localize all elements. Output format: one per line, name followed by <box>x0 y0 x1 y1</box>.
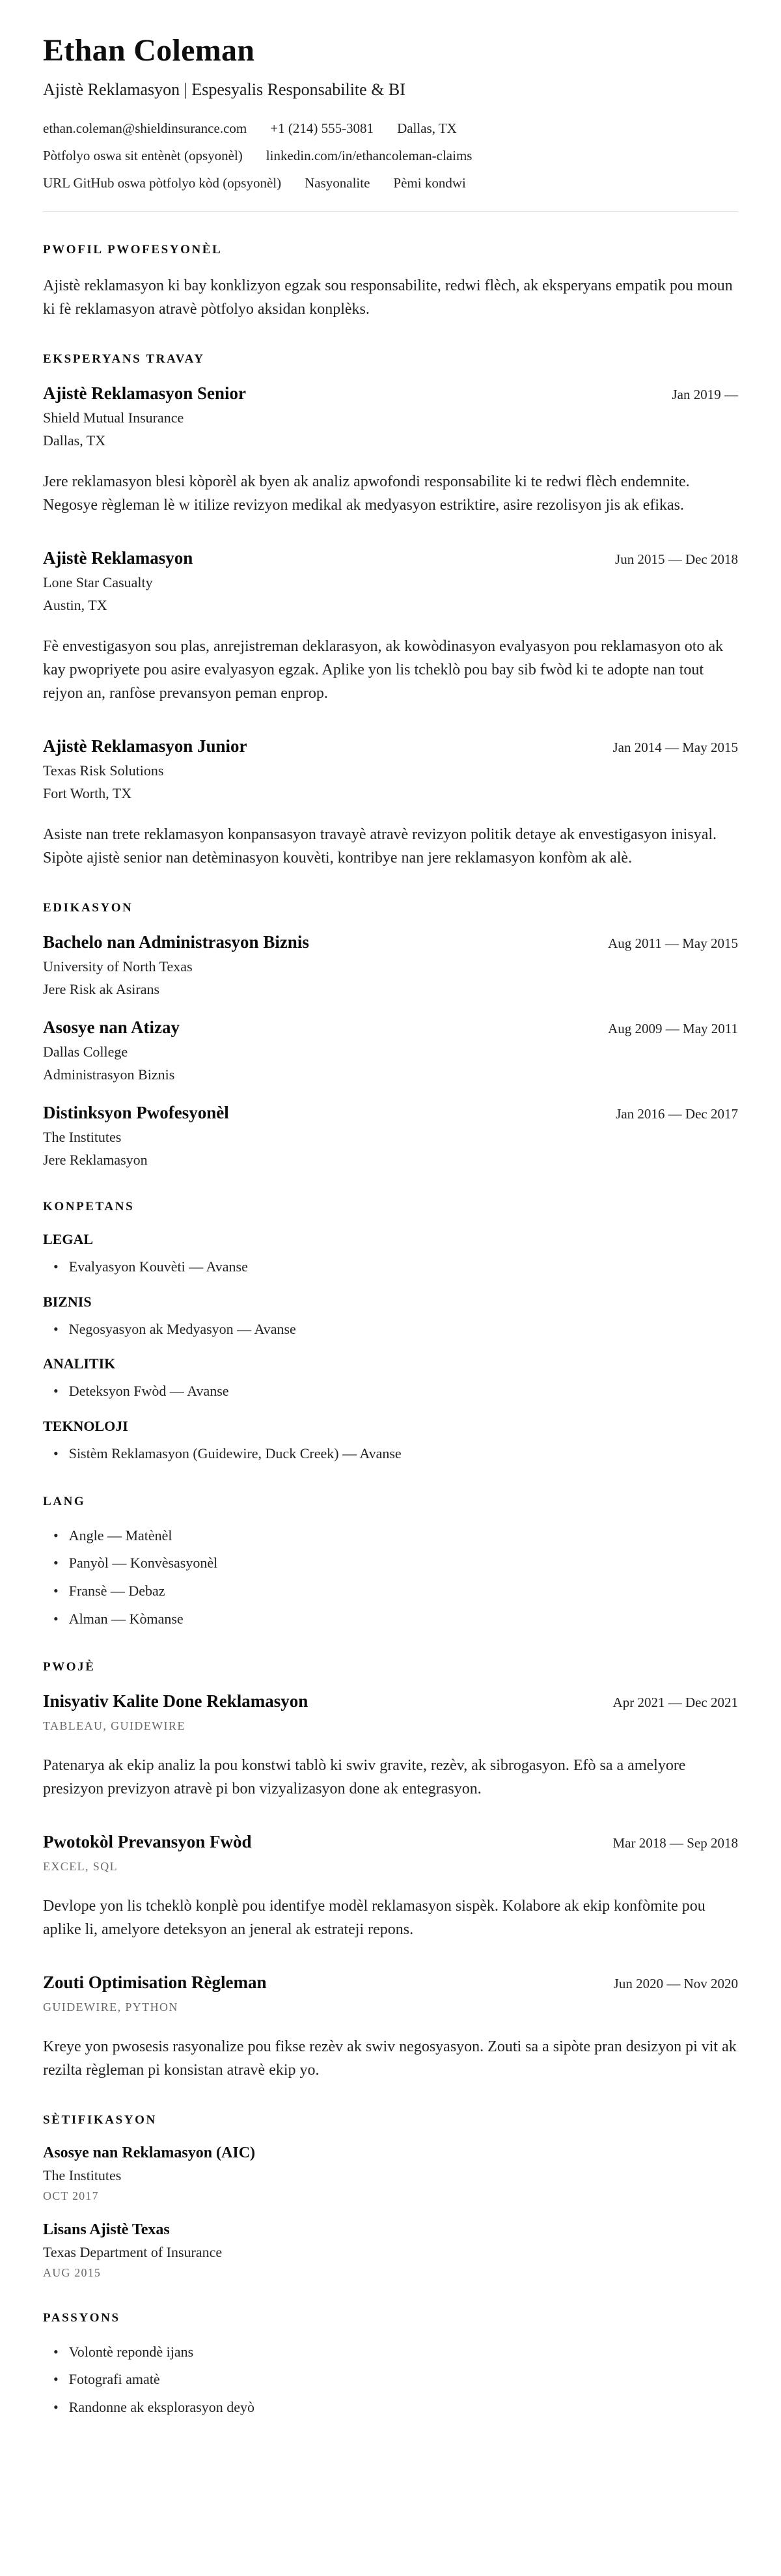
project-dates: Jun 2020 — Nov 2020 <box>613 1975 738 1991</box>
linkedin-text: linkedin.com/in/ethancoleman-claims <box>266 148 473 163</box>
job-company: Texas Risk Solutions <box>43 762 164 779</box>
education-dates: Aug 2009 — May 2011 <box>608 1021 738 1036</box>
header-divider <box>43 211 738 212</box>
skill-category: ANALITIK <box>43 1355 116 1372</box>
passion-list <box>43 2342 738 2417</box>
bullet-icon: • <box>53 2343 59 2360</box>
skill-item <box>53 1381 738 1401</box>
certification-issuer: Texas Department of Insurance <box>43 2243 223 2260</box>
education-entry-head <box>43 1018 738 1038</box>
language-item-label: Alman — Kòmanse <box>68 1610 184 1627</box>
job-company: Lone Star Casualty <box>43 574 153 590</box>
language-item-label: Angle — Matènèl <box>68 1527 172 1544</box>
certification-issuer: The Institutes <box>43 2167 122 2183</box>
section-skills <box>43 1200 738 1463</box>
job-company: Shield Mutual Insurance <box>43 409 184 426</box>
certification-name: Asosye nan Reklamasyon (AIC) <box>43 2144 256 2161</box>
language-item <box>53 1609 738 1629</box>
school-name: Dallas College <box>43 1044 128 1060</box>
resume-header <box>43 33 738 191</box>
language-item <box>53 1581 738 1601</box>
passion-item <box>53 2342 738 2362</box>
skill-item <box>53 1320 738 1339</box>
skill-item-label: Deteksyon Fwòd — Avanse <box>68 1383 229 1400</box>
project-description: Kreye yon pwosesis rasyonalize pou fikse rezèv ak swiv negosyasyon. Zouti sa a sipòte pran desizyon pi vit ak rezilta règleman pi konsistan atravè ekip yo. <box>43 2038 737 2079</box>
job-title: Ajistè Reklamasyon Junior <box>43 736 247 756</box>
education-entry <box>43 932 738 998</box>
job-entry-head <box>43 548 738 568</box>
education-entry <box>43 1018 738 1083</box>
degree-title: Asosye nan Atizay <box>43 1018 180 1037</box>
project-title: Zouti Optimisation Règleman <box>43 1972 267 1992</box>
language-item-label: Panyòl — Konvèsasyonèl <box>68 1555 218 1572</box>
passion-item-label: Volontè repondè ijans <box>68 2343 194 2360</box>
skill-category: TEKNOLOJI <box>43 1418 128 1435</box>
passion-item <box>53 2398 738 2417</box>
certifications-heading: SÈTIFIKASYON <box>43 2112 157 2127</box>
job-entry-head <box>43 383 738 404</box>
phone-text: +1 (214) 555-3081 <box>270 120 374 136</box>
language-item-label: Fransè — Debaz <box>68 1583 165 1600</box>
job-description: Asiste nan trete reklamasyon konpansasyon travayè atravè revizyon politik detaye ak envestigasyon inisyal. Sipòte ajistè senior nan detèminasyon kouvèti, kontribye nan jere reklamasyon konfòm ak alè. <box>43 826 717 866</box>
profile-heading: PWOFIL PWOFESYONÈL <box>43 243 223 256</box>
project-title: Inisyativ Kalite Done Reklamasyon <box>43 1691 308 1711</box>
project-description: Patenarya ak ekip analiz la pou konstwi tablò ki swiv gravite, rezèv, ak sibrogasyon. Efò sa a amelyore presizyon previzyon atravè pi bon vizyalizasyon done ak entegrasyon. <box>43 1756 686 1797</box>
job-description: Fè envestigasyon sou plas, anrejistreman deklarasyon, ak kowòdinasyon evalyasyon pou reklamasyon oto ak kay pwopriyete pou asire evalyasyon egzak. Aplike yon lis tcheklò pou bay sib fwòd ki te adopte nan tout rejyon an, ranfòse prevansyon peman enprop. <box>43 638 724 702</box>
language-item <box>53 1553 738 1573</box>
section-certifications <box>43 2113 738 2280</box>
bullet-icon: • <box>53 1583 59 1600</box>
bullet-icon: • <box>53 1555 59 1572</box>
field-of-study: Jere Reklamasyon <box>43 1152 148 1168</box>
skills-heading: KONPETANS <box>43 1200 135 1213</box>
job-title: Ajistè Reklamasyon <box>43 548 193 568</box>
section-profile <box>43 243 738 321</box>
skill-category: BIZNIS <box>43 1293 92 1310</box>
section-passions <box>43 2311 738 2417</box>
contact-row-3 <box>43 175 738 191</box>
education-heading: EDIKASYON <box>43 901 133 915</box>
skill-list <box>43 1257 738 1277</box>
certification-name: Lisans Ajistè Texas <box>43 2221 170 2238</box>
nationality-placeholder: Nasyonalite <box>305 175 370 191</box>
section-projects <box>43 1660 738 2082</box>
contact-row-2 <box>43 148 738 164</box>
profile-text: Ajistè reklamasyon ki bay konklizyon egzak sou responsabilite, redwi flèch, ak eksperyans empatik pou moun ki fè reklamasyon atravè pòtfolyo aksidan konplèks. <box>43 277 733 318</box>
location-text: Dallas, TX <box>397 120 457 136</box>
portfolio-placeholder: Pòtfolyo oswa sit entènèt (opsyonèl) <box>43 148 243 163</box>
field-of-study: Jere Risk ak Asirans <box>43 981 160 997</box>
project-dates: Mar 2018 — Sep 2018 <box>612 1835 738 1851</box>
bullet-icon: • <box>53 1610 59 1627</box>
skill-list <box>43 1444 738 1463</box>
section-experience <box>43 352 738 870</box>
experience-heading: EKSPERYANS TRAVAY <box>43 352 205 366</box>
certification-entry <box>43 2144 738 2203</box>
job-location: Austin, TX <box>43 597 107 613</box>
education-entry-head <box>43 932 738 952</box>
job-dates: Jan 2019 — <box>672 387 738 402</box>
education-entry-head <box>43 1103 738 1123</box>
certification-date: OCT 2017 <box>43 2189 99 2202</box>
job-title: Ajistè Reklamasyon Senior <box>43 383 246 403</box>
passion-item-label: Randonne ak eksplorasyon deyò <box>68 2398 255 2415</box>
project-entry <box>43 1973 738 2082</box>
project-description: Devlope yon lis tcheklò konplè pou identifye modèl reklamasyon sispèk. Kolabore ak ekip konfòmite pou aplike li, amelyore deteksyon an jeneral ak estrateji repons. <box>43 1897 706 1938</box>
bullet-icon: • <box>53 1445 59 1462</box>
email-text: ethan.coleman@shieldinsurance.com <box>43 120 247 136</box>
language-list <box>43 1526 738 1629</box>
skill-group <box>43 1355 738 1401</box>
person-name: Ethan Coleman <box>43 33 255 68</box>
project-dates: Apr 2021 — Dec 2021 <box>612 1694 738 1710</box>
school-name: University of North Texas <box>43 958 193 975</box>
school-name: The Institutes <box>43 1129 122 1145</box>
passion-item <box>53 2370 738 2389</box>
skill-item-label: Sistèm Reklamasyon (Guidewire, Duck Creek) — Avanse <box>68 1445 402 1462</box>
project-tools: TABLEAU, GUIDEWIRE <box>43 1719 185 1732</box>
skill-list <box>43 1320 738 1339</box>
bullet-icon: • <box>53 1320 59 1337</box>
project-entry <box>43 1691 738 1801</box>
skill-item <box>53 1444 738 1463</box>
driving-license-placeholder: Pèmi kondwi <box>393 175 466 191</box>
skill-group <box>43 1294 738 1339</box>
job-entry <box>43 383 738 517</box>
education-dates: Jan 2016 — Dec 2017 <box>616 1106 738 1122</box>
job-dates: Jun 2015 — Dec 2018 <box>615 551 738 567</box>
project-tools: GUIDEWIRE, PYTHON <box>43 2000 178 2014</box>
job-location: Fort Worth, TX <box>43 785 132 801</box>
headline: Ajistè Reklamasyon | Espesyalis Responsabilite & BI <box>43 80 405 99</box>
degree-title: Distinksyon Pwofesyonèl <box>43 1103 229 1122</box>
job-dates: Jan 2014 — May 2015 <box>612 740 738 755</box>
project-entry-head <box>43 1973 738 1993</box>
bullet-icon: • <box>53 1383 59 1400</box>
project-title: Pwotokòl Prevansyon Fwòd <box>43 1831 252 1851</box>
section-languages <box>43 1495 738 1629</box>
degree-title: Bachelo nan Administrasyon Biznis <box>43 932 309 952</box>
field-of-study: Administrasyon Biznis <box>43 1066 175 1083</box>
education-entry <box>43 1103 738 1169</box>
bullet-icon: • <box>53 1258 59 1275</box>
project-entry-head <box>43 1832 738 1852</box>
project-tools: EXCEL, SQL <box>43 1859 118 1873</box>
bullet-icon: • <box>53 2371 59 2388</box>
skill-list <box>43 1381 738 1401</box>
job-entry-head <box>43 736 738 756</box>
languages-heading: LANG <box>43 1494 86 1508</box>
project-entry-head <box>43 1691 738 1711</box>
projects-heading: PWOJÈ <box>43 1659 96 1674</box>
skill-group <box>43 1418 738 1463</box>
bullet-icon: • <box>53 1527 59 1544</box>
job-entry <box>43 736 738 870</box>
certification-entry <box>43 2221 738 2280</box>
skill-item-label: Evalyasyon Kouvèti — Avanse <box>68 1258 248 1275</box>
section-education <box>43 901 738 1169</box>
passion-item-label: Fotografi amatè <box>68 2371 160 2388</box>
skill-item <box>53 1257 738 1277</box>
github-placeholder: URL GitHub oswa pòtfolyo kòd (opsyonèl) <box>43 175 282 191</box>
certification-date: AUG 2015 <box>43 2265 102 2279</box>
bullet-icon: • <box>53 2398 59 2415</box>
passions-heading: PASSYONS <box>43 2310 120 2325</box>
job-entry <box>43 548 738 705</box>
skill-category: LEGAL <box>43 1231 94 1247</box>
skill-item-label: Negosyasyon ak Medyasyon — Avanse <box>68 1320 296 1337</box>
job-location: Dallas, TX <box>43 432 106 449</box>
project-entry <box>43 1832 738 1941</box>
contact-row-1 <box>43 120 738 137</box>
job-description: Jere reklamasyon blesi kòporèl ak byen ak analiz apwofondi responsabilite ki te redwi flèch endemnite. Negosye règleman lè w itilize revizyon medikal ak medyasyon estriktire, asire rezolisyon jis ak efikas. <box>43 473 690 514</box>
education-dates: Aug 2011 — May 2015 <box>608 935 738 951</box>
skill-group <box>43 1231 738 1277</box>
language-item <box>53 1526 738 1545</box>
